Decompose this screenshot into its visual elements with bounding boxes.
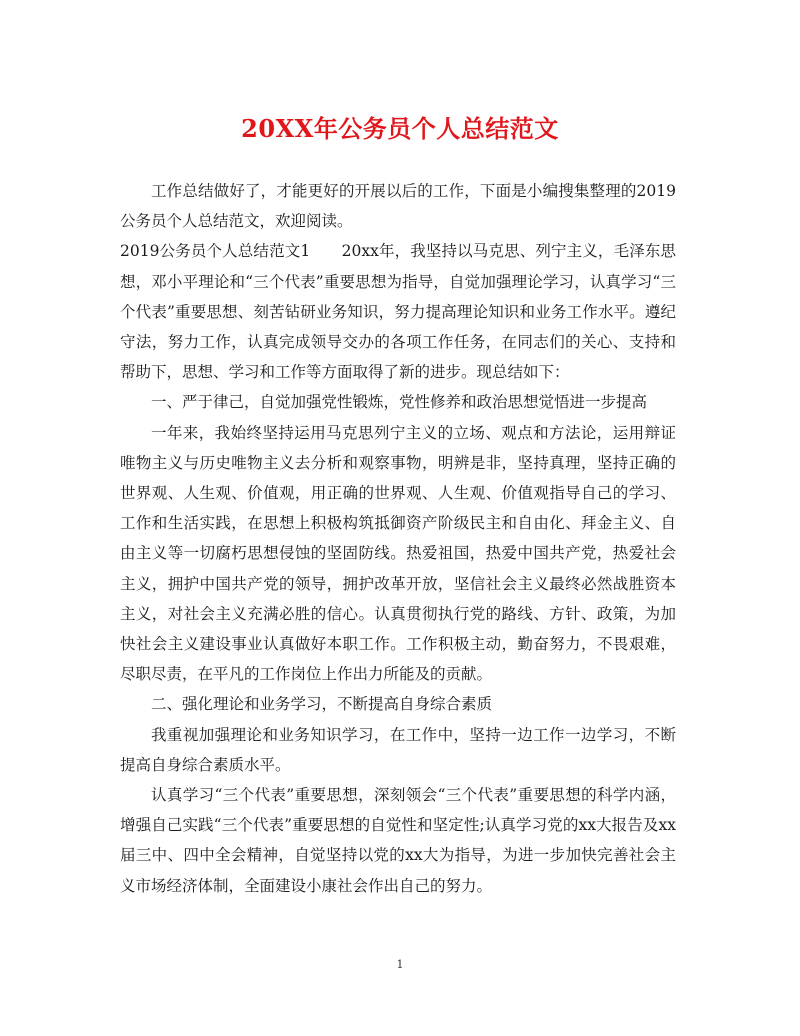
intro-paragraph: 工作总结做好了，才能更好的开展以后的工作，下面是小编搜集整理的2019公务员个人总结范文，欢迎阅读。: [120, 182, 676, 231]
sample-one-paragraph: 2019公务员个人总结范文1 20xx年，我坚持以马克思、列宁主义，毛泽东思想，邓小平理论和“三个代表”重要思想为指导，自觉加强理论学习，认真学习“三个代表”重要思想、刻苦钻研业务知识，努力提高理论知识和业务工作水平。遵纪守法，努力工作，认真完成领导交办的各项工作任务，在同志们的关心、支持和帮助下，思想、学习和工作等方面取得了新的进步。现总结如下：: [120, 242, 676, 382]
section-one-heading: 一、严于律己，自觉加强党性锻炼，党性修养和政治思想觉悟进一步提高: [151, 393, 648, 412]
document-title: 20XX年公务员个人总结范文: [241, 114, 559, 143]
document-body: [120, 176, 676, 901]
section-two-paragraph-2: 认真学习“三个代表”重要思想，深刻领会“三个代表”重要思想的科学内涵，增强自己实践“三个代表”重要思想的自觉性和坚定性;认真学习党的xx大报告及xx届三中、四中全会精神，自觉坚持以党的xx大为指导，为进一步加快完善社会主义市场经济体制，全面建设小康社会作出自己的努力。: [120, 786, 676, 895]
section-two-heading: 二、强化理论和业务学习，不断提高自身综合素质: [151, 695, 493, 714]
page-number: 1: [396, 958, 404, 971]
section-two-paragraph-1: 我重视加强理论和业务知识学习，在工作中，坚持一边工作一边学习，不断提高自身综合素质水平。: [120, 725, 676, 774]
section-one-paragraph: 一年来，我始终坚持运用马克思列宁主义的立场、观点和方法论，运用辩证唯物主义与历史唯物主义去分析和观察事物，明辨是非，坚持真理，坚持正确的世界观、人生观、价值观，用正确的世界观、人生观、价值观指导自己的学习、工作和生活实践，在思想上积极构筑抵御资产阶级民主和自由化、拜金主义、自由主义等一切腐朽思想侵蚀的坚固防线。热爱祖国，热爱中国共产党，热爱社会主义，拥护中国共产党的领导，拥护改革开放，坚信社会主义最终必然战胜资本主义，对社会主义充满必胜的信心。认真贯彻执行党的路线、方针、政策，为加快社会主义建设事业认真做好本职工作。工作积极主动，勤奋努力，不畏艰难，尽职尽责，在平凡的工作岗位上作出力所能及的贡献。: [120, 423, 676, 684]
